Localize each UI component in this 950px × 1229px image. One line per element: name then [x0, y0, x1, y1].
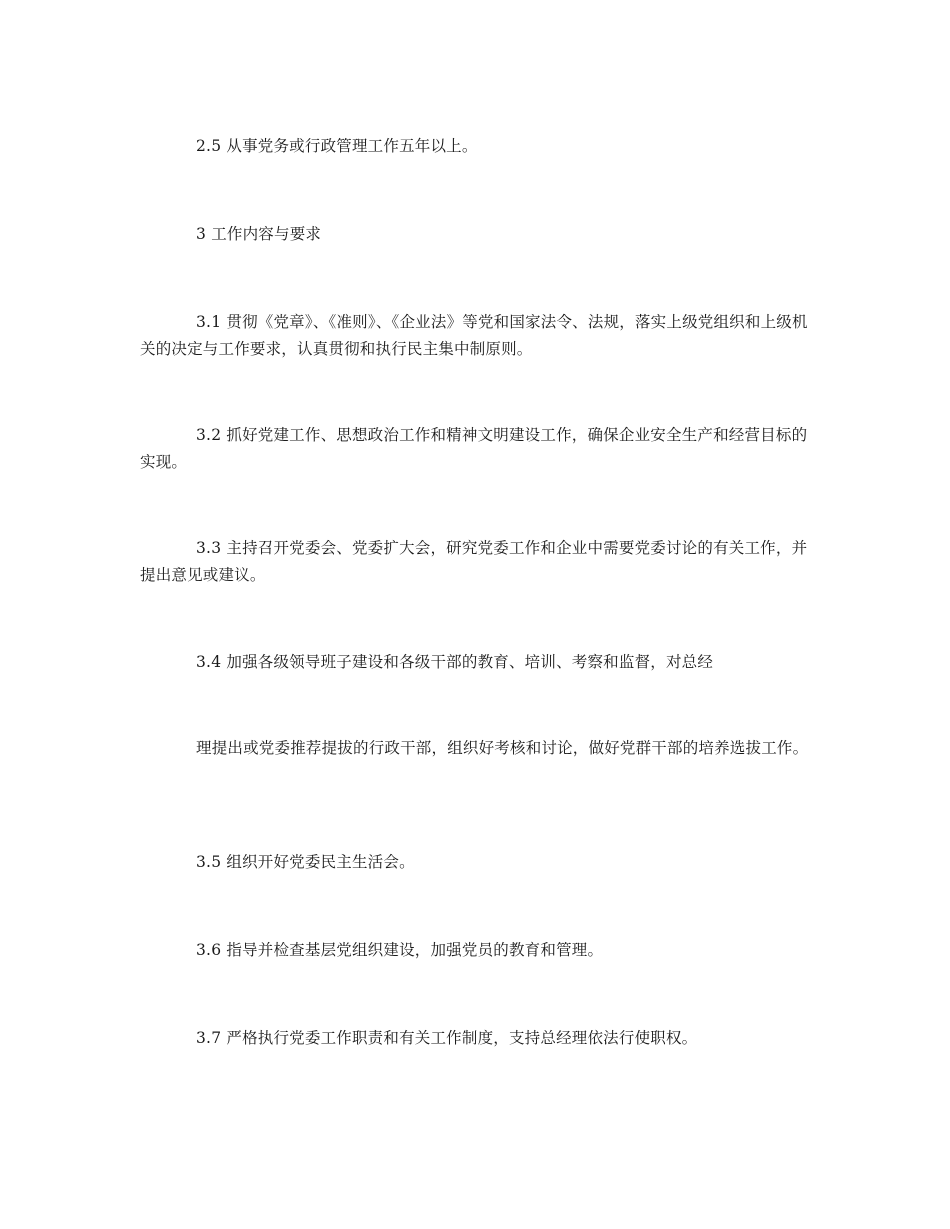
paragraph-3-6: 3.6 指导并检查基层党组织建设，加强党员的教育和管理。	[196, 941, 604, 959]
paragraph-3-4-continued: 理提出或党委推荐提拔的行政干部，组织好考核和讨论，做好党群干部的培养选拔工作。	[196, 739, 809, 757]
section-heading-3: 3 工作内容与要求	[196, 225, 322, 243]
paragraph-3-7: 3.7 严格执行党委工作职责和有关工作制度，支持总经理依法行使职权。	[196, 1029, 698, 1047]
paragraph-3-3: 3.3 主持召开党委会、党委扩大会，研究党委工作和企业中需要党委讨论的有关工作，并提出意见或建议。	[140, 539, 808, 584]
paragraph-3-1: 3.1 贯彻《党章》、《准则》、《企业法》等党和国家法令、法规，落实上级党组织和上级机关的决定与工作要求，认真贯彻和执行民主集中制原则。	[140, 313, 808, 358]
paragraph-2-5: 2.5 从事党务或行政管理工作五年以上。	[196, 137, 478, 155]
paragraph-3-2: 3.2 抓好党建工作、思想政治工作和精神文明建设工作，确保企业安全生产和经营目标的实现。	[140, 426, 808, 471]
paragraph-3-4: 3.4 加强各级领导班子建设和各级干部的教育、培训、考察和监督，对总经	[196, 653, 714, 671]
paragraph-3-5: 3.5 组织开好党委民主生活会。	[196, 853, 415, 871]
